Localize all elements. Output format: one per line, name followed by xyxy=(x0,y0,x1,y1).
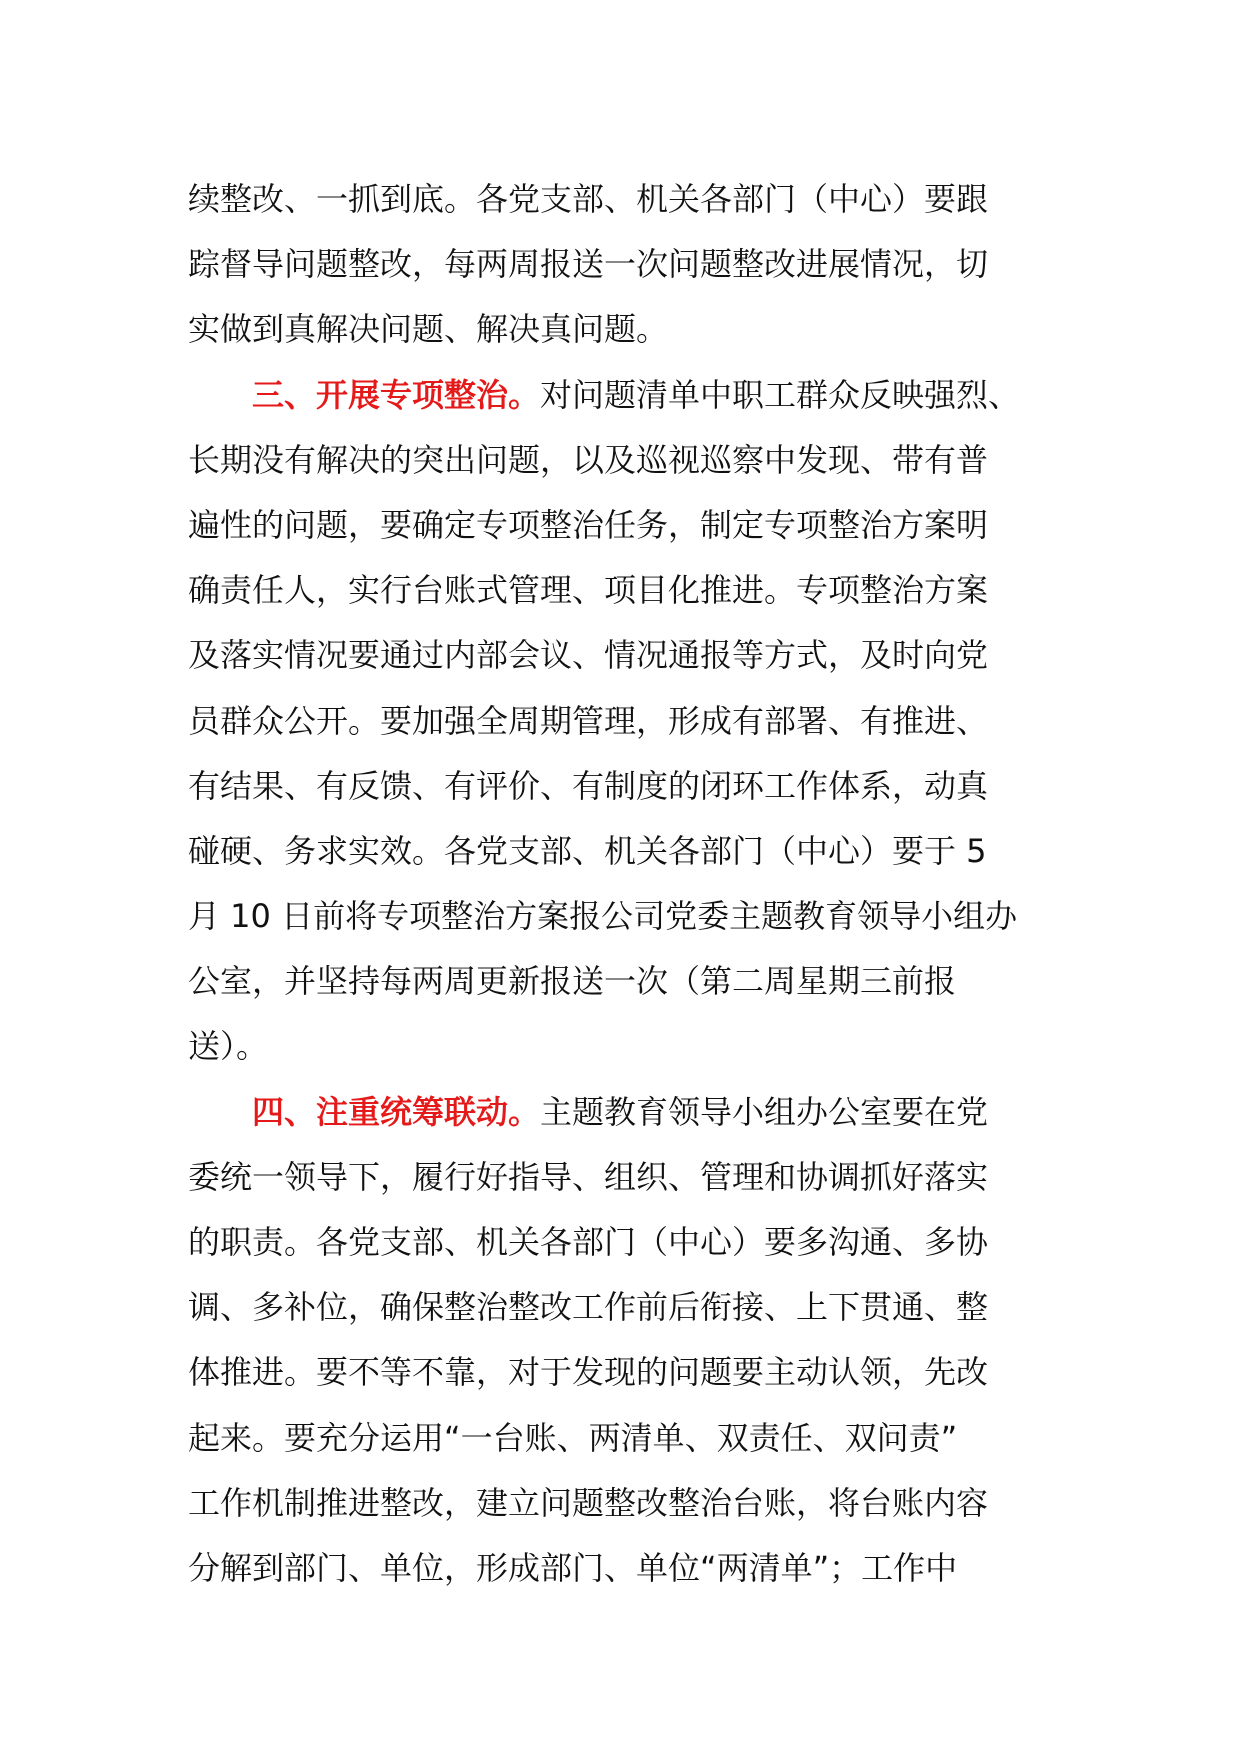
text-line: 确责任人，实行台账式管理、项目化推进。专项整治方案 xyxy=(188,571,989,610)
section-heading: 三、开展专项整治。 xyxy=(252,375,541,414)
text-line: 工作机制推进整改，建立问题整改整治台账，将台账内容 xyxy=(188,1483,989,1522)
text-run: 对问题清单中职工群众反映强烈、 xyxy=(540,375,1021,414)
text-line: 长期没有解决的突出问题，以及巡视巡察中发现、带有普 xyxy=(188,440,989,479)
text-line: 遍性的问题，要确定专项整治任务，制定专项整治方案明 xyxy=(188,505,989,544)
text-line: 调、多补位，确保整治整改工作前后衔接、上下贯通、整 xyxy=(188,1288,989,1327)
text-line: 员群众公开。要加强全周期管理，形成有部署、有推进、 xyxy=(188,701,989,740)
text-line: 实做到真解决问题、解决真问题。 xyxy=(188,310,669,349)
paragraph-special-rectification xyxy=(188,363,1068,1080)
paragraph-coordination xyxy=(188,1080,1068,1602)
text-line: 分解到部门、单位，形成部门、单位“两清单”；工作中 xyxy=(188,1548,958,1587)
text-line: 月 10 日前将专项整治方案报公司党委主题教育领导小组办 xyxy=(188,897,1018,936)
text-line: 公室，并坚持每两周更新报送一次（第二周星期三前报 xyxy=(188,962,957,1001)
text-line: 的职责。各党支部、机关各部门（中心）要多沟通、多协 xyxy=(188,1223,989,1261)
text-line: 有结果、有反馈、有评价、有制度的闭环工作体系，动真 xyxy=(188,766,989,805)
text-line: 委统一领导下，履行好指导、组织、管理和协调抓好落实 xyxy=(188,1157,989,1196)
text-line: 碰硬、务求实效。各党支部、机关各部门（中心）要于 5 xyxy=(188,831,987,870)
text-line: 体推进。要不等不靠，对于发现的问题要主动认领，先改 xyxy=(188,1353,989,1392)
text-line: 踪督导问题整改，每两周报送一次问题整改进展情况，切 xyxy=(188,245,989,284)
paragraph-first-line xyxy=(188,363,1068,428)
section-heading: 四、注重统筹联动。 xyxy=(252,1092,541,1131)
document-body xyxy=(188,167,1068,1601)
paragraph-first-line xyxy=(188,1080,1068,1145)
text-line: 起来。要充分运用“一台账、两清单、双责任、双问责” xyxy=(188,1418,958,1457)
text-line: 续整改、一抓到底。各党支部、机关各部门（中心）要跟 xyxy=(188,180,989,218)
text-run: 主题教育领导小组办公室要在党 xyxy=(540,1092,989,1131)
text-line: 送）。 xyxy=(188,1027,269,1066)
paragraph-continuation xyxy=(188,167,1068,363)
text-line: 及落实情况要通过内部会议、情况通报等方式，及时向党 xyxy=(188,636,989,675)
